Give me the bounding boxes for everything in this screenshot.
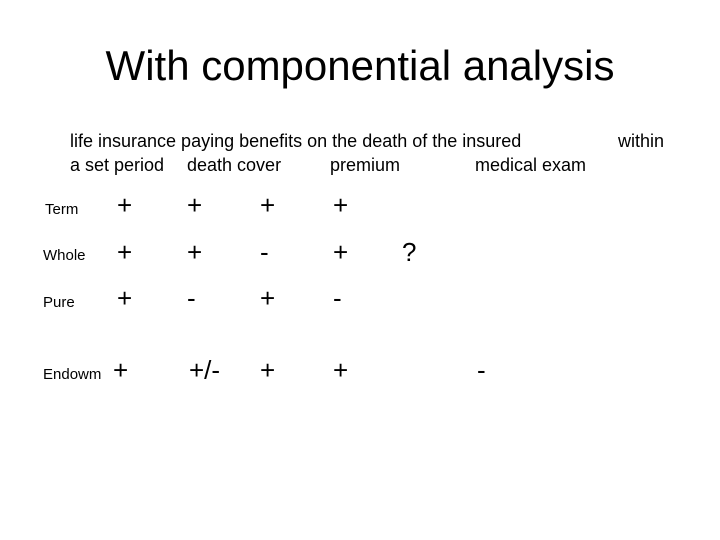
cell-term-3: + <box>260 190 276 220</box>
row-label-term: Term <box>45 201 79 218</box>
row-label-endowm: Endowm <box>43 366 102 383</box>
header-medical-exam: medical exam <box>475 155 587 175</box>
cell-pure-4: - <box>333 283 342 313</box>
cell-term-4: + <box>333 190 349 220</box>
header-set-period: a set period <box>70 155 165 175</box>
cell-whole-2: + <box>187 237 203 267</box>
row-label-pure: Pure <box>43 294 75 311</box>
cell-term-1: + <box>117 190 133 220</box>
row-label-whole: Whole <box>43 247 86 264</box>
cell-endowm-3: + <box>260 355 276 385</box>
cell-term-2: + <box>187 190 203 220</box>
cell-whole-5: ? <box>402 237 417 267</box>
header-death-cover: death cover <box>187 155 282 175</box>
slide-title: With componential analysis <box>105 42 615 89</box>
cell-pure-2: - <box>187 283 196 313</box>
header-line-1: life insurance paying benefits on the death of the insured <box>70 131 522 151</box>
cell-pure-1: + <box>117 283 133 313</box>
cell-whole-1: + <box>117 237 133 267</box>
cell-endowm-1: + <box>113 355 129 385</box>
cell-whole-4: + <box>333 237 349 267</box>
cell-endowm-2: +/- <box>189 355 221 385</box>
cell-pure-3: + <box>260 283 276 313</box>
header-within: within <box>618 131 665 151</box>
cell-endowm-4: + <box>333 355 349 385</box>
header-premium: premium <box>330 155 401 175</box>
cell-whole-3: - <box>260 237 269 267</box>
cell-endowm-6: - <box>477 355 486 385</box>
